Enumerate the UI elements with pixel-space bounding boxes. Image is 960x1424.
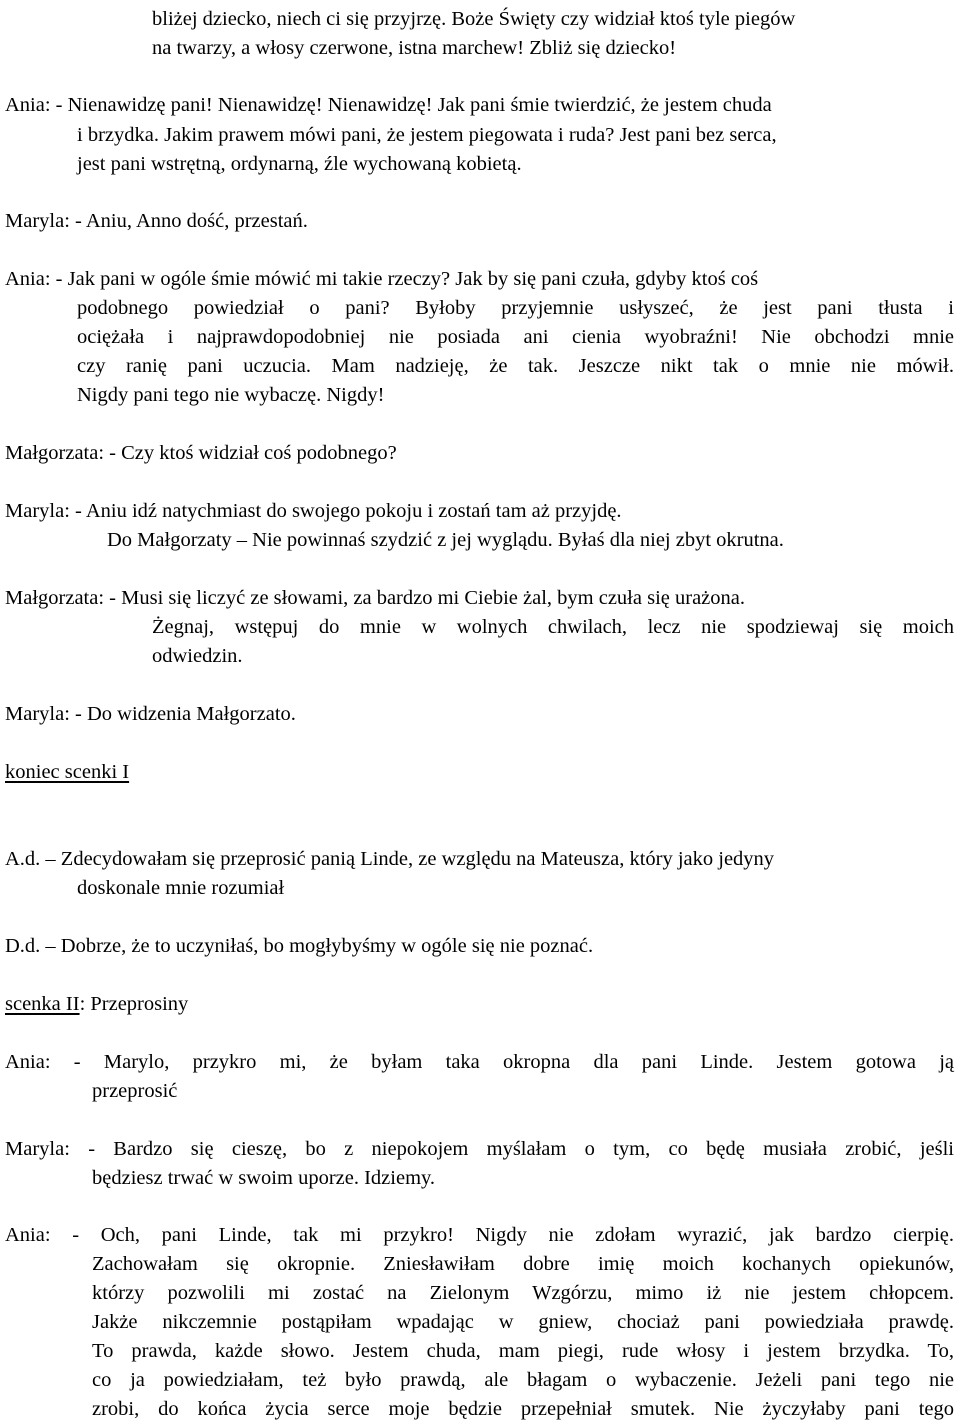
text-line: będziesz trwać w swoim uporze. Idziemy. xyxy=(92,1167,436,1189)
text-line: A.d. – Zdecydowałam się przeprosić panią Linde, ze względu na Mateusza, który jako jedyny xyxy=(5,848,775,870)
text-line: Nigdy pani tego nie wybaczę. Nigdy! xyxy=(77,384,385,406)
scene-title: : Przeprosiny xyxy=(79,993,189,1015)
text-line: zrobi, do końca życia serce moje będzie przepełniał smutek. Nie życzyłaby pani tego xyxy=(92,1398,954,1420)
text-line: jest pani wstrętną, ordynarną, źle wychowaną kobietą. xyxy=(77,153,522,175)
text-line: odwiedzin. xyxy=(152,645,243,667)
text-line: którzy pozwolili mi zostać na Zielonym Wzgórzu, mimo iż nie jestem chłopcem. xyxy=(92,1282,954,1304)
text-line: bliżej dziecko, niech ci się przyjrzę. Boże Święty czy widział ktoś tyle piegów xyxy=(152,8,796,30)
text-line: ociężała i najprawdopodobniej nie posiada ani cienia wyobraźni! Nie obchodzi mnie xyxy=(77,326,954,348)
text-line: i brzydka. Jakim prawem mówi pani, że jestem piegowata i ruda? Jest pani bez serca, xyxy=(77,124,777,146)
text-line: Do Małgorzaty – Nie powinnaś szydzić z jej wyglądu. Byłaś dla niej zbyt okrutna. xyxy=(107,529,784,551)
text-line: Maryla: - Aniu, Anno dość, przestań. xyxy=(5,210,308,232)
text-line: D.d. – Dobrze, że to uczyniłaś, bo mogłybyśmy w ogóle się nie poznać. xyxy=(5,935,594,957)
text-line: Ania: - Jak pani w ogóle śmie mówić mi takie rzeczy? Jak by się pani czuła, gdyby ktoś coś xyxy=(5,268,759,290)
text-line: co ja powiedziałam, też było prawdą, ale błagam o wybaczenie. Jeżeli pani tego nie xyxy=(92,1369,954,1391)
text-line xyxy=(5,989,188,1019)
text-line: To prawda, każde słowo. Jestem chuda, mam piegi, rude włosy i jestem brzydka. To, xyxy=(92,1340,954,1362)
text-line: czy ranię pani uczucia. Mam nadzieję, że tak. Jeszcze nikt tak o mnie nie mówił. xyxy=(77,355,954,377)
text-line: Ania: - Och, pani Linde, tak mi przykro! Nigdy nie zdołam wyrazić, jak bardzo cierpię. xyxy=(5,1224,954,1246)
text-line: Ania: - Marylo, przykro mi, że byłam taka okropna dla pani Linde. Jestem gotowa ją xyxy=(5,1051,954,1073)
scene-label: scenka II xyxy=(5,993,80,1015)
text-line: Maryla: - Bardzo się cieszę, bo z niepokojem myślałam o tym, co będę musiała zrobić, jeśli xyxy=(5,1138,954,1160)
text-line: Ania: - Nienawidzę pani! Nienawidzę! Nienawidzę! Jak pani śmie twierdzić, że jestem chuda xyxy=(5,94,772,116)
text-line: Maryla: - Aniu idź natychmiast do swojego pokoju i zostań tam aż przyjdę. xyxy=(5,500,622,522)
text-line: doskonale mnie rozumiał xyxy=(77,877,285,899)
text-line: przeprosić xyxy=(92,1080,178,1102)
text-line: Jakże nikczemnie postąpiłam wpadając w gniew, chociaż pani powiedziała prawdę. xyxy=(92,1311,954,1333)
text-line: Maryla: - Do widzenia Małgorzato. xyxy=(5,703,296,725)
text-line: Żegnaj, wstępuj do mnie w wolnych chwilach, lecz nie spodziewaj się moich xyxy=(152,616,954,638)
text-line: na twarzy, a włosy czerwone, istna marchew! Zbliż się dziecko! xyxy=(152,37,677,59)
text-line: Małgorzata: - Czy ktoś widział coś podobnego? xyxy=(5,442,397,464)
text-line: podobnego powiedział o pani? Byłoby przyjemnie usłyszeć, że jest pani tłusta i xyxy=(77,297,954,319)
text-line: koniec scenki I xyxy=(5,761,130,783)
text-line: Zachowałam się okropnie. Zniesławiłam dobre imię moich kochanych opiekunów, xyxy=(92,1253,954,1275)
text-line: Małgorzata: - Musi się liczyć ze słowami, za bardzo mi Ciebie żal, bym czuła się urażona. xyxy=(5,587,745,609)
